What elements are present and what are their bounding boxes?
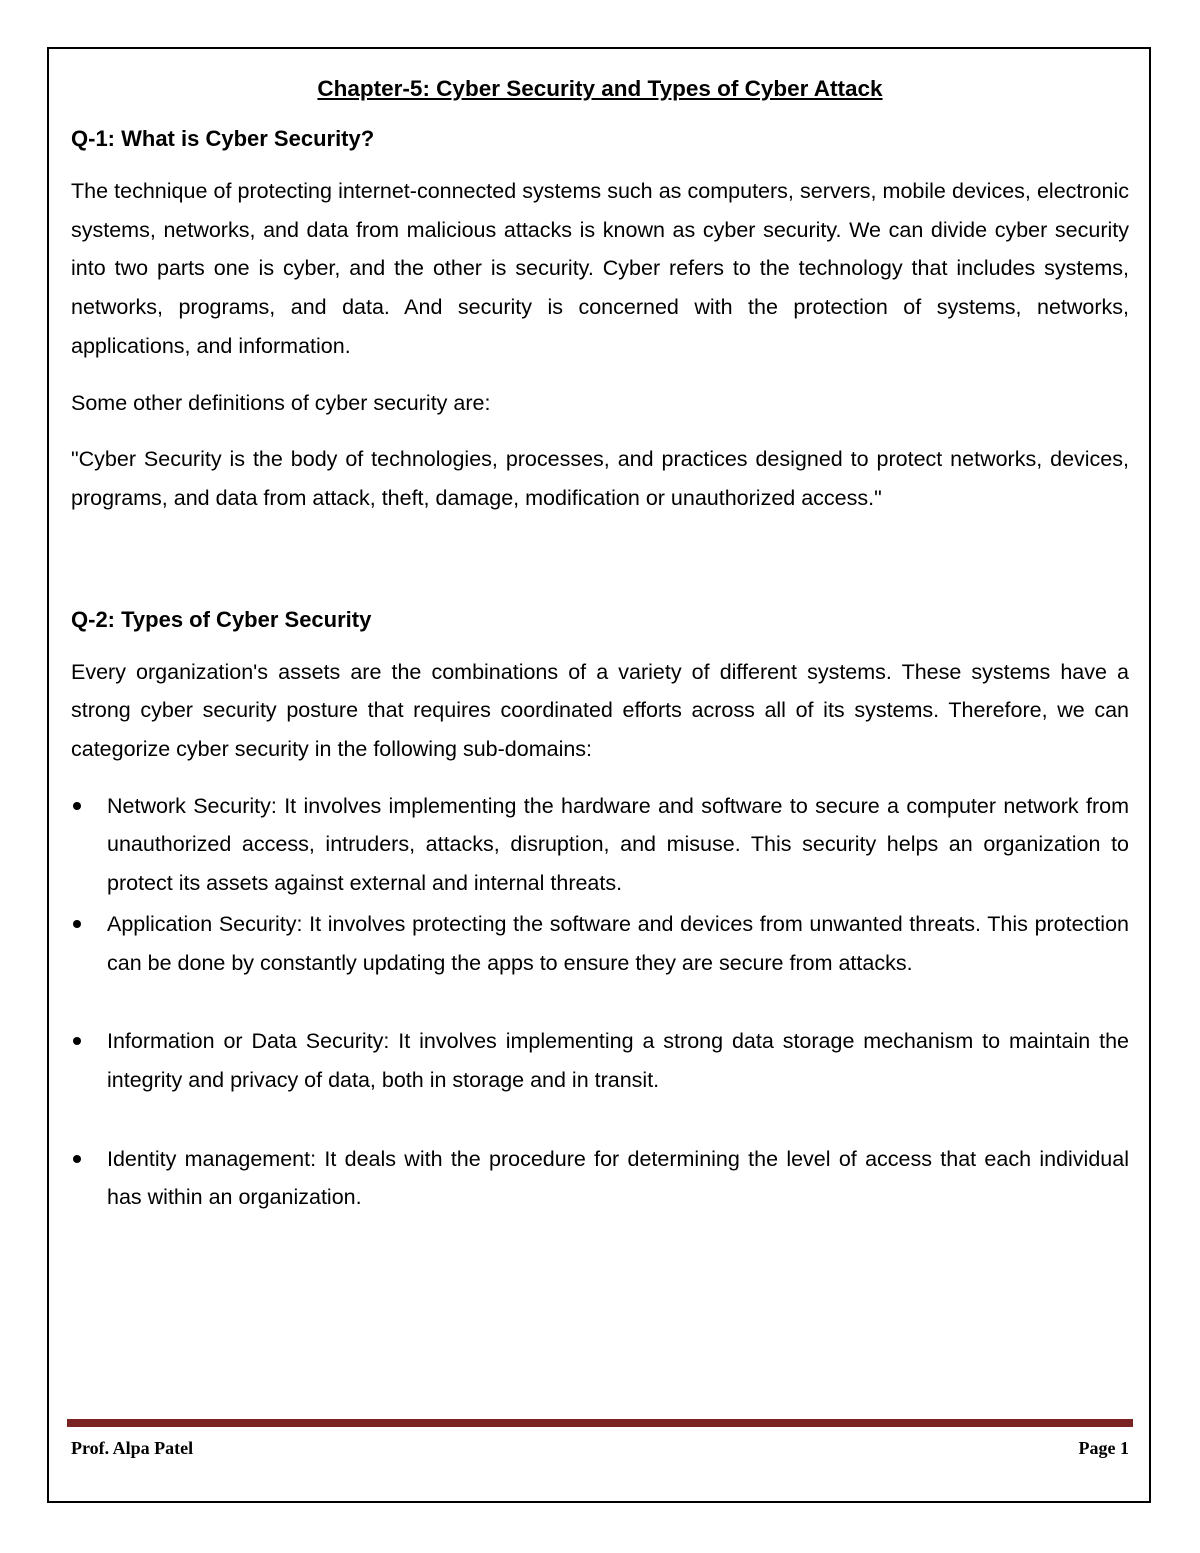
q1-paragraph-other-definitions: Some other definitions of cyber security are:	[71, 390, 491, 415]
list-item-text: Information or Data Security: It involves implementing a strong data storage mechanism to maintain the integrity and privacy of data, both in storage and in transit.	[107, 1029, 1129, 1092]
question-2-heading: Q-2: Types of Cyber Security	[71, 606, 372, 632]
footer-page-number: Page 1	[1078, 1438, 1129, 1458]
list-item	[71, 1022, 1129, 1099]
security-types-list	[71, 787, 1129, 1217]
q2-paragraph-intro: Every organization's assets are the combinations of a variety of different systems. These systems have a strong cyber security posture that requires coordinated efforts across all of its systems. Therefore, we can categorize cyber security in the following sub-domains:	[71, 659, 1129, 762]
chapter-title: Chapter-5: Cyber Security and Types of Cyber Attack	[317, 76, 883, 101]
section-spacer	[71, 536, 1129, 605]
bullet-icon	[73, 802, 81, 810]
list-item-text: Network Security: It involves implementing the hardware and software to secure a computer network from unauthorized access, intruders, attacks, disruption, and misuse. This security helps an organization to protect its assets against external and internal threats.	[107, 793, 1129, 896]
list-item	[71, 1140, 1129, 1217]
list-item	[71, 905, 1129, 982]
list-item-text: Identity management: It deals with the procedure for determining the level of access that each individual has within an organization.	[107, 1146, 1129, 1210]
bullet-icon	[73, 1155, 81, 1163]
footer-rule	[67, 1419, 1133, 1427]
bullet-icon	[73, 1037, 81, 1045]
list-item-text: Application Security: It involves protecting the software and devices from unwanted threats. This protection can be done by constantly updating the apps to ensure they are secure from attacks.	[107, 911, 1129, 975]
list-item	[71, 787, 1129, 903]
document-body	[71, 74, 1129, 1217]
question-1-heading: Q-1: What is Cyber Security?	[71, 126, 375, 151]
bullet-icon	[73, 920, 81, 928]
q1-paragraph-definition: The technique of protecting internet-connected systems such as computers, servers, mobile devices, electronic systems, networks, and data from malicious attacks is known as cyber security. We can divide cyber security into two parts one is cyber, and the other is security. Cyber refers to the technology that includes systems, networks, programs, and data. And security is concerned with the protection of systems, networks, applications, and information.	[71, 179, 1129, 358]
q1-paragraph-quote: "Cyber Security is the body of technologies, processes, and practices designed to protect networks, devices, programs, and data from attack, theft, damage, modification or unauthorized access."	[71, 447, 1129, 510]
footer-author: Prof. Alpa Patel	[71, 1438, 194, 1458]
